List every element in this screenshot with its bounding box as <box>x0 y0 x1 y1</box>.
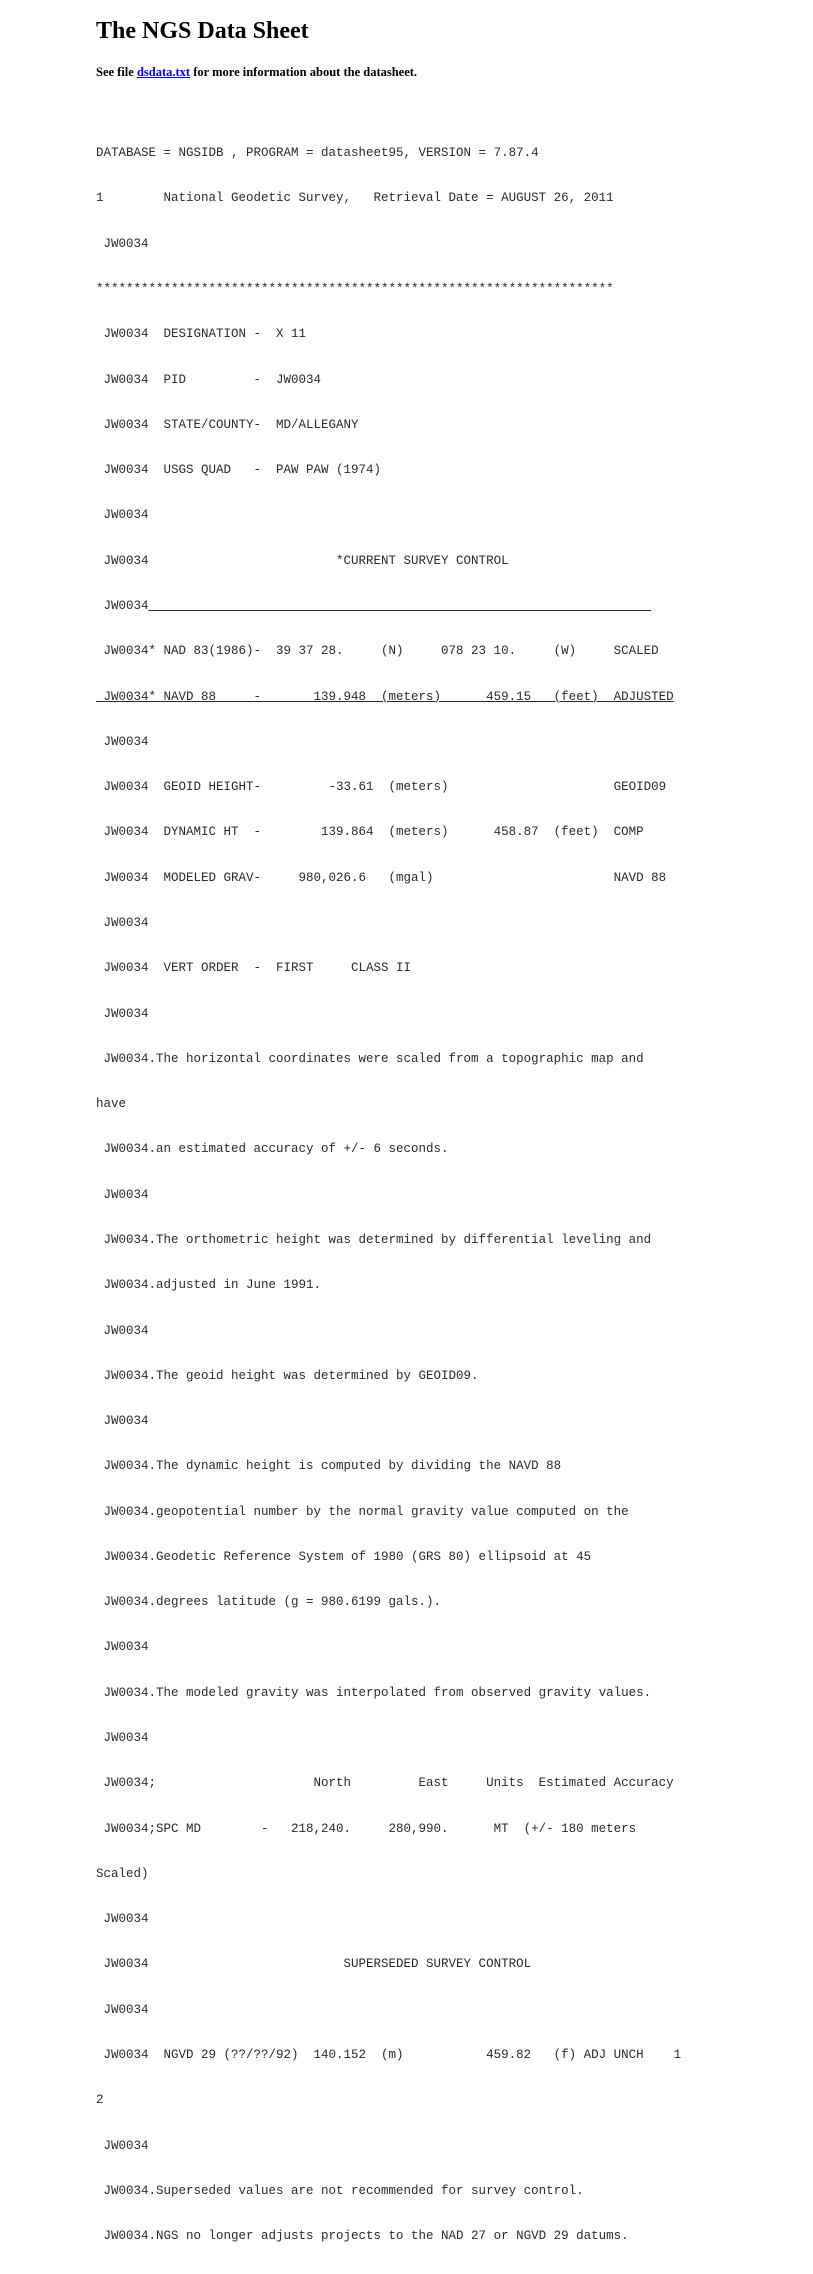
sheet-line: JW0034 SUPERSEDED SURVEY CONTROL <box>96 1957 532 1972</box>
dsdata-link[interactable]: dsdata.txt <box>136 65 191 79</box>
sheet-line: JW0034 MODELED GRAV- 980,026.6 (mgal) NAVD 88 <box>96 870 667 885</box>
sheet-line: JW0034 <box>96 1414 149 1429</box>
sheet-line: JW0034 DYNAMIC HT - 139.864 (meters) 458.87 (feet) COMP <box>96 825 644 840</box>
sheet-line: 1 National Geodetic Survey, Retrieval Date = AUGUST 26, 2011 <box>96 191 614 206</box>
intro-text <box>96 65 417 80</box>
sheet-line: JW0034 <box>96 1006 149 1021</box>
sheet-line <box>96 690 681 705</box>
sheet-line: JW0034 <box>96 508 149 523</box>
sheet-line: JW0034.NGS no longer adjusts projects to the NAD 27 or NGVD 29 datums. <box>96 2229 629 2244</box>
sheet-line: JW0034 VERT ORDER - FIRST CLASS II <box>96 961 412 976</box>
sheet-line: JW0034.adjusted in June 1991. <box>96 1278 322 1293</box>
sheet-line: JW0034.The geoid height was determined by GEOID09. <box>96 1368 479 1383</box>
intro-suffix: for more information about the datasheet. <box>190 65 418 79</box>
sheet-line: JW0034 <box>96 915 149 930</box>
sheet-line: JW0034 PID - JW0034 <box>96 372 322 387</box>
sheet-line: JW0034.geopotential number by the normal gravity value computed on the <box>96 1504 629 1519</box>
sheet-line: JW0034 *CURRENT SURVEY CONTROL <box>96 553 509 568</box>
sheet-line: JW0034.an estimated accuracy of +/- 6 seconds. <box>96 1142 449 1157</box>
datasheet-body <box>96 116 681 2274</box>
sheet-line: JW0034 NGVD 29 (??/??/92) 140.152 (m) 459.82 (f) ADJ UNCH 1 <box>96 2048 682 2062</box>
sheet-line: ********************************************************************* <box>96 282 614 297</box>
sheet-line: JW0034 <box>96 236 149 251</box>
sheet-line-prefix: JW0034 <box>96 599 149 613</box>
sheet-line: JW0034.The orthometric height was determined by differential leveling and <box>96 1232 652 1247</box>
sheet-line: JW0034 <box>96 1187 149 1202</box>
navd88-line: JW0034* NAVD 88 - 139.948 (meters) 459.15 (feet) ADJUSTED <box>96 689 674 704</box>
sheet-line: JW0034 DESIGNATION - X 11 <box>96 327 307 342</box>
sheet-line: JW0034 <box>96 734 149 749</box>
sheet-line: JW0034 <box>96 2002 149 2017</box>
sheet-line: JW0034.degrees latitude (g = 980.6199 gals.). <box>96 1595 442 1610</box>
sheet-line: Scaled) <box>96 1866 149 1881</box>
sheet-line: have <box>96 1097 127 1112</box>
sheet-line: JW0034 <box>96 1640 149 1655</box>
sheet-line: 2 <box>96 2093 104 2108</box>
sheet-line: JW0034.The horizontal coordinates were scaled from a topographic map and <box>96 1051 644 1066</box>
current-control-divider <box>149 599 652 613</box>
sheet-line: DATABASE = NGSIDB , PROGRAM = datasheet95, VERSION = 7.87.4 <box>96 146 539 161</box>
sheet-line: JW0034 USGS QUAD - PAW PAW (1974) <box>96 463 382 478</box>
intro-prefix: See file <box>96 65 137 79</box>
sheet-line: JW0034;SPC MD - 218,240. 280,990. MT (+/- 180 meters <box>96 1821 637 1836</box>
sheet-line: JW0034* NAD 83(1986)- 39 37 28. (N) 078 23 10. (W) SCALED <box>96 644 659 659</box>
sheet-line: JW0034 <box>96 2138 149 2153</box>
sheet-line: JW0034.Geodetic Reference System of 1980 (GRS 80) ellipsoid at 45 <box>96 1549 592 1564</box>
sheet-line: JW0034.The dynamic height is computed by dividing the NAVD 88 <box>96 1459 562 1474</box>
sheet-line <box>96 599 681 614</box>
sheet-line: JW0034 <box>96 1912 149 1927</box>
sheet-line: JW0034.Superseded values are not recommended for survey control. <box>96 2183 584 2198</box>
sheet-line: JW0034 <box>96 1731 149 1746</box>
sheet-line: JW0034; North East Units Estimated Accuracy <box>96 1776 674 1791</box>
sheet-line: JW0034 STATE/COUNTY- MD/ALLEGANY <box>96 417 359 432</box>
page-title: The NGS Data Sheet <box>96 18 309 44</box>
sheet-line: JW0034 GEOID HEIGHT- -33.61 (meters) GEOID09 <box>96 780 667 795</box>
sheet-line: JW0034.The modeled gravity was interpolated from observed gravity values. <box>96 1685 652 1700</box>
sheet-line: JW0034 <box>96 1323 149 1338</box>
